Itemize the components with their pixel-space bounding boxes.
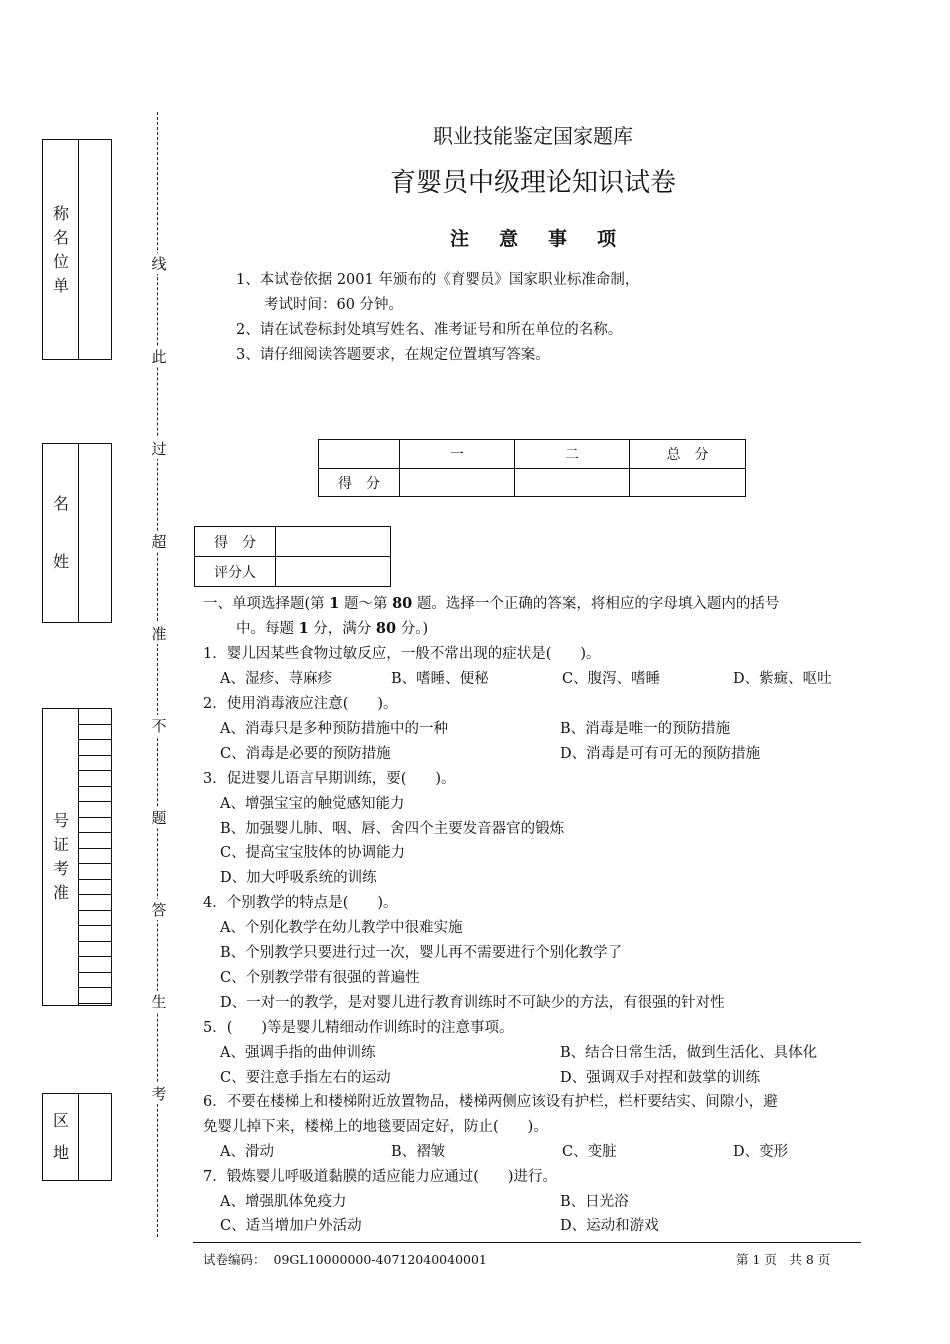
cut-line-char: 答 bbox=[151, 901, 167, 919]
question-2-option-d: D、消毒是可有可无的预防措施 bbox=[560, 746, 761, 762]
question-2-option-b: B、消毒是唯一的预防措施 bbox=[560, 721, 731, 737]
question-7-stem: 7．锻炼婴儿呼吸道黏膜的适应能力应通过( )进行。 bbox=[203, 1169, 558, 1185]
question-2-stem: 2．使用消毒液应注意( )。 bbox=[203, 696, 398, 712]
question-5-option-c: C、要注意手指左右的运动 bbox=[220, 1070, 391, 1086]
unit-field-box bbox=[42, 139, 112, 360]
score-cell-total[interactable] bbox=[630, 469, 746, 497]
name-field-box bbox=[42, 443, 112, 623]
score-row-label: 得 分 bbox=[319, 469, 400, 497]
name-input[interactable] bbox=[79, 444, 111, 622]
cut-line-char: 准 bbox=[151, 625, 167, 643]
question-2-option-a: A、消毒只是多种预防措施中的一种 bbox=[220, 721, 448, 737]
question-3-option-c: C、提高宝宝肢体的协调能力 bbox=[220, 845, 406, 861]
score-summary-table bbox=[318, 439, 746, 497]
question-7-option-d: D、运动和游戏 bbox=[560, 1218, 659, 1234]
paper-code-label: 试卷编码： bbox=[203, 1252, 266, 1267]
grader-table bbox=[194, 526, 391, 587]
note-1-cont: 考试时间：60 分钟。 bbox=[264, 297, 404, 313]
cut-line bbox=[157, 112, 158, 1237]
grader-cell[interactable] bbox=[276, 557, 391, 587]
cut-line-char: 此 bbox=[151, 348, 167, 366]
name-label: 名 姓 bbox=[52, 494, 69, 571]
question-1-option-b: B、嗜睡、便秘 bbox=[391, 671, 489, 687]
question-3-option-b: B、加强婴儿肺、咽、唇、舍四个主要发音器官的锻炼 bbox=[220, 821, 565, 837]
grader-score-label: 得 分 bbox=[195, 527, 276, 557]
question-4-option-d: D、一对一的教学，是对婴儿进行教育训练时不可缺少的方法，有很强的针对性 bbox=[220, 995, 725, 1011]
note-1: 1、本试卷依据 2001 年颁布的《育婴员》国家职业标准命制， bbox=[236, 272, 640, 288]
cut-line-char: 考 bbox=[151, 1085, 167, 1103]
question-4-option-c: C、个别教学带有很强的普遍性 bbox=[220, 970, 420, 986]
score-cell-1[interactable] bbox=[400, 469, 515, 497]
score-header-total: 总 分 bbox=[630, 440, 746, 469]
footer-rule bbox=[193, 1242, 861, 1243]
question-4-stem: 4．个别教学的特点是( )。 bbox=[203, 895, 398, 911]
question-3-stem: 3．促进婴儿语言早期训练，要( )。 bbox=[203, 771, 456, 787]
question-7-option-a: A、增强肌体免疫力 bbox=[220, 1194, 347, 1210]
cut-line-char: 超 bbox=[151, 533, 167, 551]
cut-line-char: 过 bbox=[151, 440, 167, 458]
unit-label: 称 名 位 单 bbox=[52, 203, 69, 295]
score-header-2: 二 bbox=[515, 440, 630, 469]
score-header-1: 一 bbox=[400, 440, 515, 469]
grader-score-cell[interactable] bbox=[276, 527, 391, 557]
question-7-option-b: B、日光浴 bbox=[560, 1194, 629, 1210]
section-1-heading: 一、单项选择题(第 1 题～第 80 题。选择一个正确的答案，将相应的字母填入题内的括号 bbox=[203, 595, 780, 612]
note-2: 2、请在试卷标封处填写姓名、准考证号和所在单位的名称。 bbox=[236, 322, 623, 338]
question-6-stem: 6．不要在楼梯上和楼梯附近放置物品，楼梯两侧应该设有护栏，栏杆要结实、间隙小，避 bbox=[203, 1094, 778, 1110]
question-6-option-c: C、变脏 bbox=[562, 1144, 617, 1160]
paper-code-value: 09GL10000000-40712040040001 bbox=[273, 1252, 487, 1267]
question-7-option-c: C、适当增加户外活动 bbox=[220, 1218, 362, 1234]
question-5-option-b: B、结合日常生活，做到生活化、具体化 bbox=[560, 1045, 818, 1061]
paper-code bbox=[203, 1250, 487, 1268]
ticket-number-cells[interactable] bbox=[79, 709, 111, 1005]
exam-title: 育婴员中级理论知识试卷 bbox=[389, 168, 676, 198]
question-6-option-b: B、褶皱 bbox=[391, 1144, 446, 1160]
question-4-option-a: A、个别化教学在幼儿教学中很难实施 bbox=[220, 920, 463, 936]
question-3-option-a: A、增强宝宝的触觉感知能力 bbox=[220, 796, 405, 812]
notice-title: 注意事项 bbox=[449, 228, 646, 250]
unit-input[interactable] bbox=[79, 140, 111, 359]
exam-bank-title: 职业技能鉴定国家题库 bbox=[433, 124, 633, 148]
cut-line-char: 线 bbox=[151, 255, 167, 273]
question-5-option-d: D、强调双手对捏和鼓掌的训练 bbox=[560, 1070, 761, 1086]
question-1-stem: 1．婴儿因某些食物过敏反应，一般不常出现的症状是( )。 bbox=[203, 646, 601, 662]
question-1-option-a: A、湿疹、荨麻疹 bbox=[220, 671, 332, 687]
grader-label: 评分人 bbox=[195, 557, 276, 587]
note-3: 3、请仔细阅读答题要求，在规定位置填写答案。 bbox=[236, 347, 550, 363]
question-2-option-c: C、消毒是必要的预防措施 bbox=[220, 746, 391, 762]
region-input[interactable] bbox=[79, 1094, 111, 1180]
cut-line-char: 生 bbox=[151, 993, 167, 1011]
region-field-box bbox=[42, 1093, 112, 1181]
section-1-heading-cont: 中。每题 1 分，满分 80 分。) bbox=[236, 620, 429, 637]
question-5-stem: 5．( )等是婴儿精细动作训练时的注意事项。 bbox=[203, 1020, 514, 1036]
ticket-number-box bbox=[42, 708, 112, 1006]
score-cell-2[interactable] bbox=[515, 469, 630, 497]
question-1-option-c: C、腹泻、嗜睡 bbox=[562, 671, 661, 687]
region-label: 区 地 bbox=[52, 1111, 69, 1162]
ticket-number-label: 号 证 考 准 bbox=[52, 811, 69, 902]
question-3-option-d: D、加大呼吸系统的训练 bbox=[220, 870, 377, 886]
question-5-option-a: A、强调手指的曲伸训练 bbox=[220, 1045, 376, 1061]
question-6-option-a: A、滑动 bbox=[220, 1144, 274, 1160]
cut-line-char: 题 bbox=[151, 809, 167, 827]
cut-line-char: 不 bbox=[151, 717, 167, 735]
question-4-option-b: B、个别教学只要进行过一次，婴儿再不需要进行个别化教学了 bbox=[220, 945, 623, 961]
question-6-stem-cont: 免婴儿掉下来，楼梯上的地毯要固定好，防止( )。 bbox=[203, 1119, 548, 1135]
page-number: 第 1 页 共 8 页 bbox=[736, 1252, 831, 1267]
question-6-option-d: D、变形 bbox=[733, 1144, 789, 1160]
question-1-option-d: D、紫癍、呕吐 bbox=[733, 671, 832, 687]
